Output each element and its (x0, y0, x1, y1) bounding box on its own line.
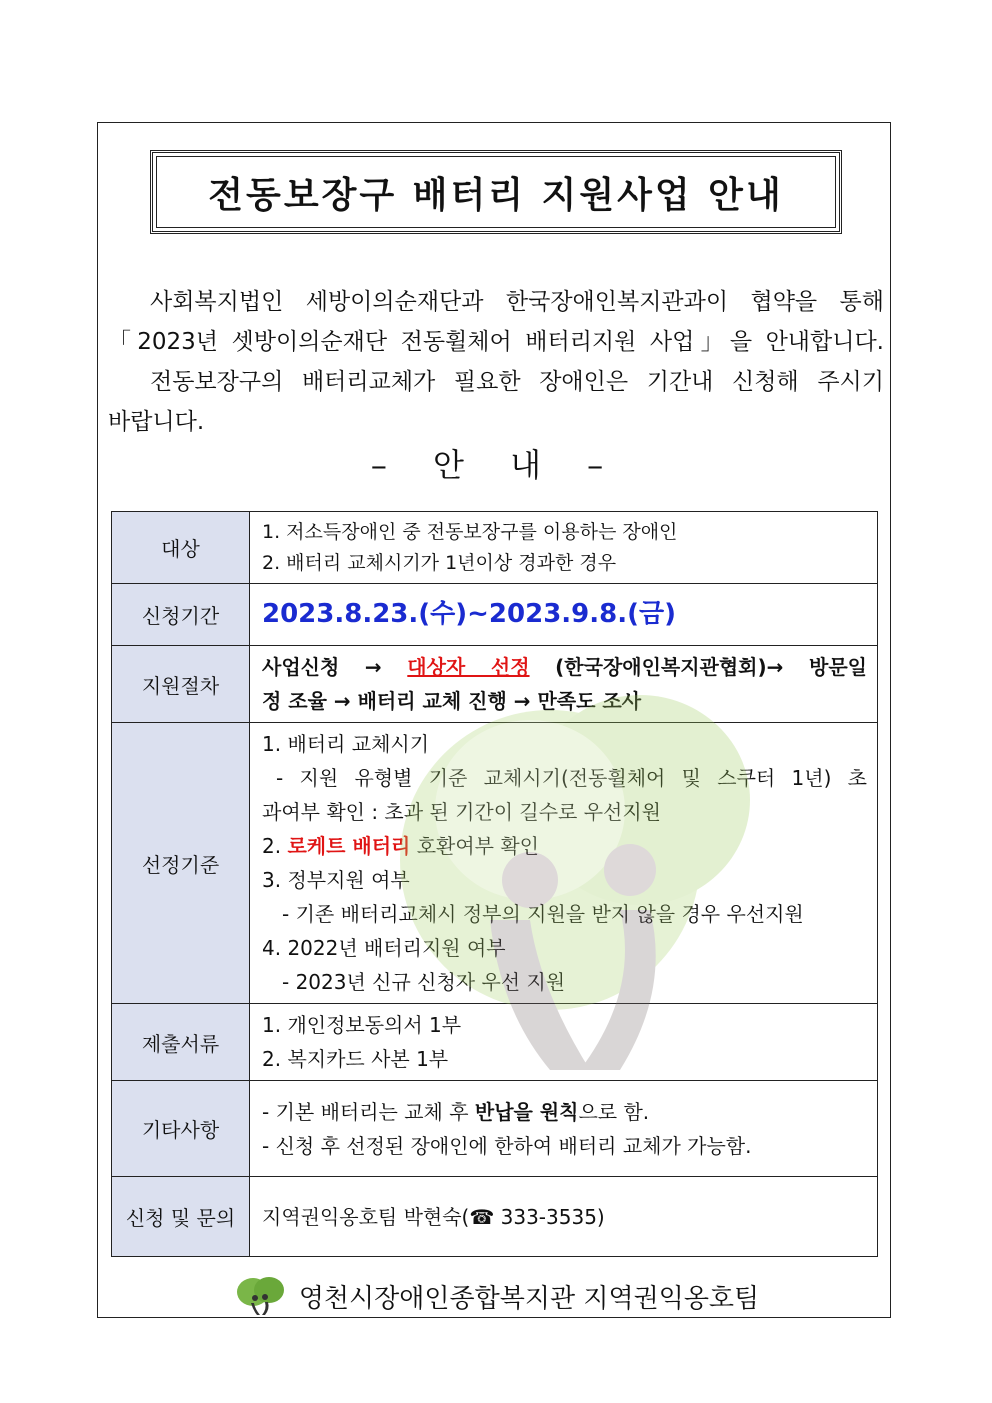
row-criteria (112, 723, 878, 1004)
intro-paragraph (108, 282, 884, 442)
criteria-1a: - 지원 유형별 기준 교체시기(전동휠체어 및 스쿠터 1년) 초 (276, 766, 867, 790)
row-period (112, 584, 878, 646)
value-period (250, 584, 878, 646)
page-title: 전동보장구 배터리 지원사업 안내 (208, 173, 784, 216)
etc-line-1-bold: 반납을 원칙 (474, 1099, 579, 1124)
footer (0, 1276, 992, 1316)
criteria-3: 3. 정부지원 여부 (262, 868, 410, 892)
criteria-2-highlight: 로케트 배터리 (287, 834, 411, 858)
value-contact: 지역권익옹호팀 박현숙(☎ 333-3535) (250, 1177, 878, 1257)
intro-line-1: 사회복지법인 세방이의순재단과 한국장애인복지관과이 협약을 통해 (150, 289, 884, 315)
section-heading: – 안 내 – (370, 446, 622, 484)
etc-line-2: - 신청 후 선정된 장애인에 한하여 배터리 교체가 가능함. (262, 1133, 752, 1158)
row-procedure (112, 646, 878, 723)
procedure-part-2: (한국장애인복지관협회)→ 방문일 (529, 655, 867, 679)
criteria-2 (262, 829, 867, 863)
value-target (250, 512, 878, 584)
intro-line-4: 바랍니다. (108, 409, 205, 435)
label-documents: 제출서류 (112, 1004, 250, 1081)
label-period: 신청기간 (112, 584, 250, 646)
value-etc (250, 1081, 878, 1177)
title-box (150, 150, 842, 234)
label-target: 대상 (112, 512, 250, 584)
label-procedure: 지원절차 (112, 646, 250, 723)
info-table (111, 511, 878, 1257)
label-contact: 신청 및 문의 (112, 1177, 250, 1257)
intro-line-2: 「2023년 셋방이의순재단 전동휠체어 배터리지원 사업」을 안내합니다. (108, 329, 884, 355)
value-procedure (250, 646, 878, 723)
document-item-2: 2. 복지카드 사본 1부 (262, 1047, 449, 1071)
row-documents (112, 1004, 878, 1081)
label-etc: 기타사항 (112, 1081, 250, 1177)
organization-name: 영천시장애인종합복지관 지역권익옹호팀 (298, 1283, 760, 1314)
procedure-part-3: 정 조율 → 배터리 교체 진행 → 만족도 조사 (262, 689, 642, 713)
value-documents (250, 1004, 878, 1081)
target-item-2: 2. 배터리 교체시기가 1년이상 경과한 경우 (262, 551, 617, 574)
procedure-part-1: 사업신청 → (262, 655, 408, 679)
criteria-4a: - 2023년 신규 신청자 우선 지원 (282, 970, 566, 994)
criteria-4: 4. 2022년 배터리지원 여부 (262, 936, 506, 960)
criteria-3a: - 기존 배터리교체시 정부의 지원을 받지 않을 경우 우선지원 (282, 902, 804, 926)
intro-line-3: 전동보장구의 배터리교체가 필요한 장애인은 기간내 신청해 주시기 (150, 369, 884, 395)
row-target (112, 512, 878, 584)
etc-line-1-c: 으로 함. (578, 1099, 650, 1124)
row-contact (112, 1177, 878, 1257)
label-criteria: 선정기준 (112, 723, 250, 1004)
etc-line-1-a: - 기본 배터리는 교체 후 (262, 1099, 475, 1124)
period-date: 2023.8.23.(수)~2023.9.8.(금) (262, 599, 676, 629)
value-criteria (250, 723, 878, 1004)
document-item-1: 1. 개인정보동의서 1부 (262, 1013, 462, 1037)
criteria-2-suffix: 호환여부 확인 (410, 834, 539, 858)
etc-line-1 (262, 1095, 867, 1129)
criteria-2-prefix: 2. (262, 834, 288, 858)
criteria-1b: 과여부 확인 : 초과 된 기간이 길수로 우선지원 (262, 800, 661, 824)
organization-logo-icon (233, 1276, 289, 1316)
criteria-1: 1. 배터리 교체시기 (262, 732, 430, 756)
target-item-1: 1. 저소득장애인 중 전동보장구를 이용하는 장애인 (262, 520, 678, 543)
procedure-highlight: 대상자 선정 (407, 655, 530, 679)
row-etc (112, 1081, 878, 1177)
